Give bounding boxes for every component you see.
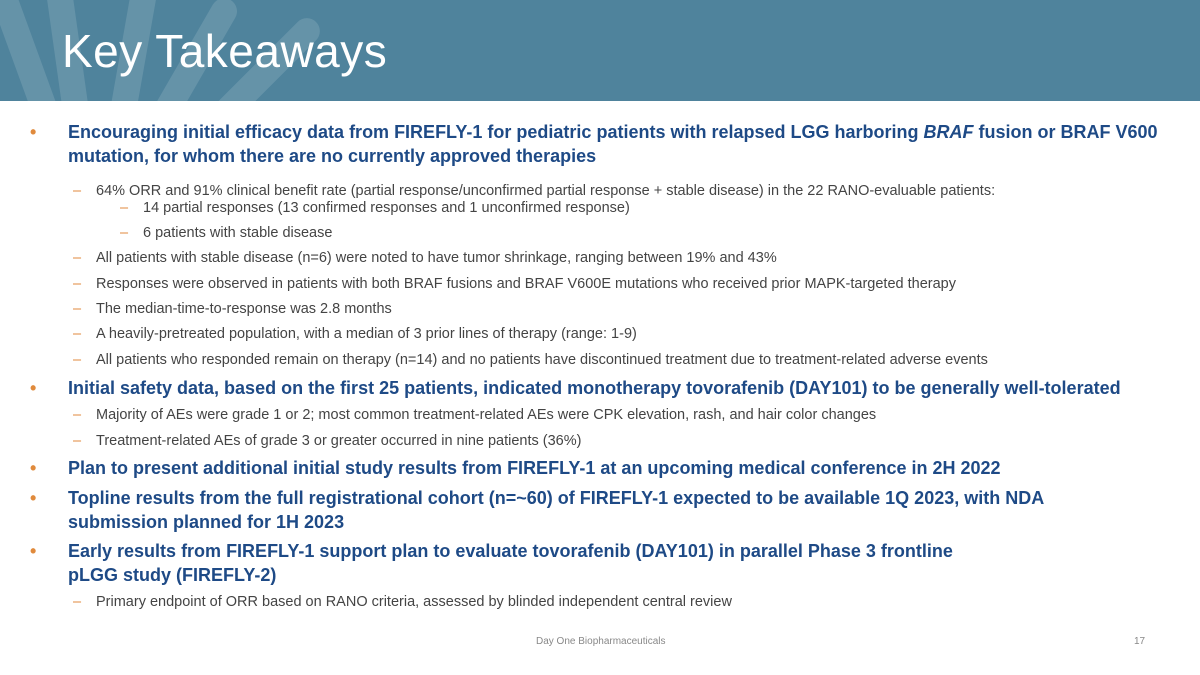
sub-bullet: – The median-time-to-response was 2.8 months <box>73 301 392 317</box>
bullet-marker: • <box>30 122 37 142</box>
sub-bullet: – Majority of AEs were grade 1 or 2; most common treatment-related AEs were CPK elevation, rash, and hair color changes <box>73 407 877 423</box>
sub-sub-bullet: – 6 patients with stable disease <box>120 225 333 241</box>
bullet-text: Encouraging initial efficacy data from FIREFLY-1 for pediatric patients with relapsed LGG harboring BRAF fusion or BRAF V600 mutation, for whom there are no currently approved therapies <box>68 122 1158 166</box>
sub-bullet: – A heavily-pretreated population, with a median of 3 prior lines of therapy (range: 1-9) <box>73 326 637 342</box>
page-title: Key Takeaways <box>62 25 388 77</box>
sub-bullet: – Primary endpoint of ORR based on RANO criteria, assessed by blinded independent central review <box>73 594 732 610</box>
sub-sub-bullet: – 14 partial responses (13 confirmed responses and 1 unconfirmed response) <box>120 200 630 216</box>
sub-bullet: – All patients with stable disease (n=6) were noted to have tumor shrinkage, ranging between 19% and 43% <box>73 250 777 266</box>
sub-bullet: – All patients who responded remain on therapy (n=14) and no patients have discontinued treatment due to treatment-related adverse events <box>73 352 988 368</box>
bullet-firefly2: • Early results from FIREFLY-1 support plan to evaluate tovorafenib (DAY101) in parallel Phase 3 frontline pLGG study (FIREFLY-2) <box>30 541 953 585</box>
bullet-conference: • Plan to present additional initial study results from FIREFLY-1 at an upcoming medical conference in 2H 2022 <box>30 458 1001 478</box>
bullet-safety: • Initial safety data, based on the first 25 patients, indicated monotherapy tovorafenib (DAY101) to be generally well-tolerated <box>30 378 1121 398</box>
sub-bullet: – 64% ORR and 91% clinical benefit rate (partial response/unconfirmed partial response + stable disease) in the 22 RANO-evaluable patients: <box>73 183 996 199</box>
page-number: 17 <box>1134 636 1146 647</box>
sub-bullet: – Treatment-related AEs of grade 3 or greater occurred in nine patients (36%) <box>73 433 582 449</box>
bullet-topline: • Topline results from the full registrational cohort (n=~60) of FIREFLY-1 expected to be available 1Q 2023, with NDA submission planned for 1H 2023 <box>30 488 1044 532</box>
bullet-efficacy <box>30 120 1180 168</box>
sub-bullet: – Responses were observed in patients with both BRAF fusions and BRAF V600E mutations who received prior MAPK-targeted therapy <box>73 276 956 292</box>
title-banner <box>0 0 1200 101</box>
footer-company: Day One Biopharmaceuticals <box>536 636 666 647</box>
